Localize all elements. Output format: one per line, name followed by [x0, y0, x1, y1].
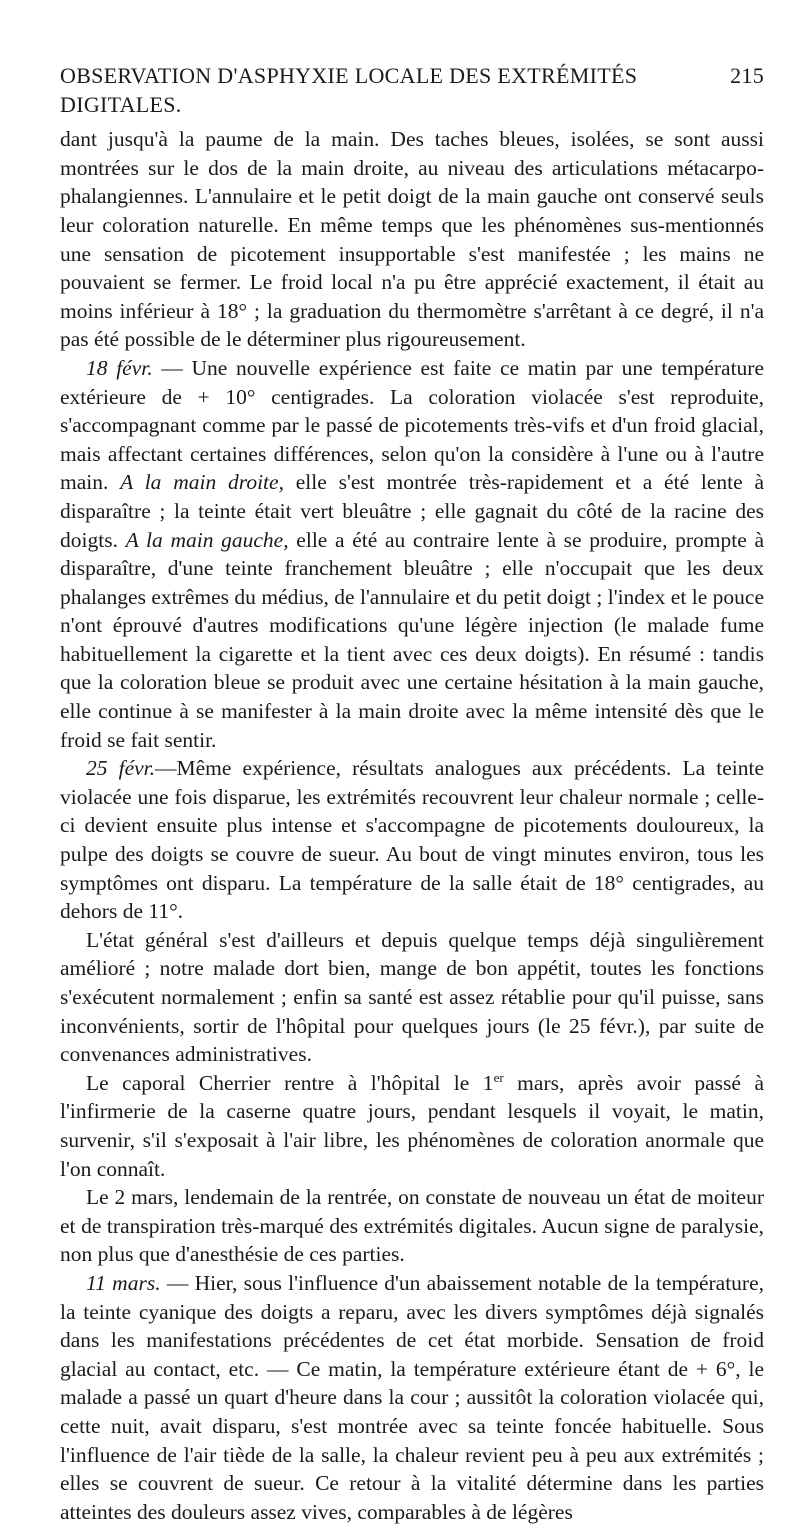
superscript: er [493, 1069, 504, 1085]
paragraph-text: dant jusqu'à la paume de la main. Des taches bleues, isolées, se sont aussi montrées sur le dos de la main droite, au niveau des articulations métacarpo-phalangiennes. L'annulaire et le petit doigt de la main gauche ont conservé seuls leur coloration naturelle. En même temps que les phénomènes sus-mentionnés une sensation de picotement insupportable s'est manifestée ; les mains ne pouvaient se fermer. Le froid local n'a pu être apprécié exactement, il était au moins inférieur à 18° ; la graduation du thermomètre s'arrêtant à ce degré, il n'a pas été possible de le déterminer plus rigoureusement. [60, 127, 764, 352]
paragraph-text: L'état général s'est d'ailleurs et depuis quelque temps déjà singulièrement amélioré ; notre malade dort bien, mange de bon appétit, toutes les fonctions s'exécutent normalement ; enfin sa santé est assez rétablie pour qu'il puisse, sans inconvénients, sortir de l'hôpital pour quelques jours (le 25 févr.), par suite de convenances administratives. [60, 927, 764, 1067]
page-number: 215 [730, 63, 764, 88]
paragraph-continuation [60, 125, 764, 354]
paragraph-25-fevr [60, 754, 764, 926]
entry-date: 11 mars. [86, 1270, 161, 1295]
paragraph-2-mars [60, 1183, 764, 1269]
entry-date: 25 févr. [86, 756, 156, 781]
paragraph-11-mars [60, 1269, 764, 1526]
paragraph-caporal [60, 1069, 764, 1183]
running-header [60, 62, 764, 119]
paragraph-text: —Même expérience, résultats analogues aux précédents. La teinte violacée une fois disparue, les extrémités recouvrent leur chaleur normale ; celle-ci devient ensuite plus intense et s'accompagne de picotements douloureux, la pulpe des doigts se couvre de sueur. Au bout de vingt minutes environ, tous les symptômes ont disparu. La température de la salle était de 18° centigrades, au dehors de 11°. [60, 756, 764, 924]
paragraph-text: — Hier, sous l'influence d'un abaissement notable de la température, la teinte cyanique des doigts a reparu, avec les divers symptômes déjà signalés dans les manifestations précédentes de cet état morbide. Sensation de froid glacial au contact, etc. — Ce matin, la température extérieure étant de + 6°, le malade a passé un quart d'heure dans la cour ; aussitôt la coloration violacée qui, cette nuit, avait disparu, s'est montrée avec sa teinte foncée habituelle. Sous l'influence de l'air tiède de la salle, la chaleur revient peu à peu aux extrémités ; elles se couvrent de sueur. Ce retour à la vitalité détermine dans les parties atteintes des douleurs assez vives, comparables à de légères [60, 1270, 764, 1524]
paragraph-etat-general [60, 926, 764, 1069]
paragraph-text: Le 2 mars, lendemain de la rentrée, on constate de nouveau un état de moiteur et de transpiration très-marqué des extrémités digitales. Aucun signe de paralysie, non plus que d'anesthésie de ces parties. [60, 1185, 764, 1267]
paragraph-text: Le caporal Cherrier rentre à l'hôpital le 1 [86, 1070, 494, 1095]
paragraph-text: mars, après avoir passé à l'infirmerie de la caserne quatre jours, pendant lesquels il voyait, le matin, survenir, s'il s'exposait à l'air libre, les phénomènes de coloration anormale que l'on connaît. [60, 1070, 764, 1181]
paragraph-18-fevr [60, 354, 764, 754]
entry-date: 18 févr. [86, 355, 153, 380]
paragraph-text: — Une nouvelle expérience est faite ce matin par une température extérieure de + 10° centigrades. La coloration violacée s'est reproduite, s'accompagnant comme par le passé de picotements très-vifs et d'un froid glacial, mais affectant certaines différences, selon qu'on la considère à l'une ou à l'autre main. [60, 355, 765, 495]
running-title: OBSERVATION D'ASPHYXIE LOCALE DES EXTRÉMITÉS DIGITALES. [60, 63, 638, 117]
italic-phrase: A la main droite, [120, 470, 284, 495]
paragraph-text: elle s'est montrée très-rapidement et a été lente à disparaître ; la teinte était vert bleuâtre ; elle gagnait du côté de la racine des doigts. [60, 470, 765, 552]
italic-phrase: A la main gauche, [125, 527, 289, 552]
paragraph-text: elle a été au contraire lente à se produire, prompte à disparaître, d'une teinte franchement bleuâtre ; elle n'occupait que les deux phalanges extrêmes du médius, de l'annulaire et du petit doigt ; l'index et le pouce n'ont éprouvé d'autres modifications qu'une légère injection (le malade fume habituellement la cigarette et la tient avec ces deux doigts). En résumé : tandis que la coloration bleue se produit avec une certaine hésitation à la main gauche, elle continue à se manifester à la main droite avec la même intensité dès que le froid se fait sentir. [60, 527, 765, 752]
